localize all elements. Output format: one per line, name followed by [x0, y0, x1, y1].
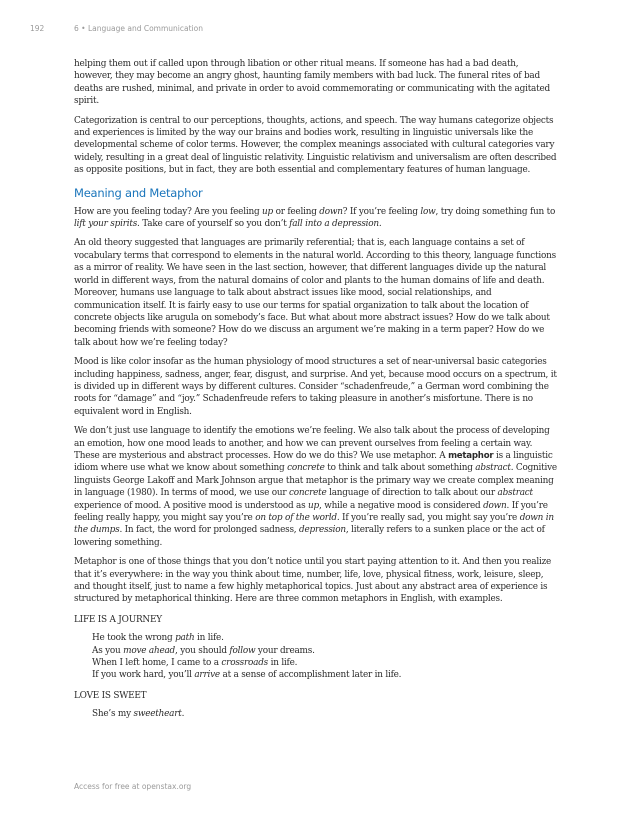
example-line: She’s my sweetheart. — [92, 709, 185, 720]
paragraph: Mood is like color insofar as the human physiology of mood structures a set of near-universal basic categories including happiness, sadness, anger, fear, disgust, and surprise. And yet, because mood occurs on a spectrum, it is divided up in different ways by different cultures. Consider “schadenfreude,” a German word combining the roots for “damage” and “joy.” Schadenfreude refers to taking pleasure in another’s misfortune. There is no equivalent word in English. — [74, 357, 557, 417]
example-line: As you move ahead, you should follow your dreams. — [92, 645, 315, 656]
example-line: He took the wrong path in life. — [92, 633, 224, 644]
section-heading: Meaning and Metaphor — [74, 185, 203, 200]
example-list — [92, 632, 558, 682]
paragraph: How are you feeling today? Are you feeling up or feeling down? If you’re feeling low, try doing something fun to lift your spirits. Take care of yourself so you don’t fall into a depression. — [74, 206, 556, 230]
chapter-title: 6 • Language and Communication — [74, 24, 203, 33]
paragraph: An old theory suggested that languages are primarily referential; that is, each language contains a set of vocabulary terms that correspond to elements in the natural world. According to this theory, language functions as a mirror of reality. We have seen in the last section, however, that different languages divide up the natural world in different ways, from the natural domains of color and plants to the human domains of life and death. Moreover, humans use language to talk about abstract issues like mood, social relationships, and communication itself. It is fairly easy to use our terms for spatial organization to talk about the location of concrete objects like arugula on somebody’s face. But what about more abstract issues? How do we talk about becoming friends with someone? How do we discuss an argument we’re making in a term paper? How do we talk about how we’re feeling today? — [74, 238, 556, 348]
paragraph: Metaphor is one of those things that you don’t notice until you start paying attention to it. And then you realize that it’s everywhere: in the way you think about time, number, life, love, physical fitness, work, leisure, sleep, and thought itself, just to name a few highly metaphorical topics. Just about any abstract area of experience is structured by metaphorical thinking. Here are three common metaphors in English, with examples. — [74, 557, 552, 605]
page-number: 192 — [30, 24, 45, 33]
paragraph: Categorization is central to our perceptions, thoughts, actions, and speech. The way humans categorize objects and experiences is limited by the way our brains and bodies work, resulting in linguistic universals like the developmental scheme of color terms. However, the complex meanings associated with cultural categories vary widely, resulting in a great deal of linguistic relativity. Linguistic relativism and universalism are often described as opposite positions, but in fact, they are both essential and complementary features of human language. — [74, 115, 557, 176]
example-line: When I left home, I came to a crossroads in life. — [92, 658, 298, 669]
example-list — [92, 708, 558, 720]
metaphor-title: LOVE IS SWEET — [74, 690, 147, 701]
body-text — [74, 58, 558, 721]
running-header — [30, 24, 203, 33]
key-term: metaphor — [448, 450, 494, 461]
footer-link[interactable]: Access for free at openstax.org — [74, 782, 192, 791]
paragraph: helping them out if called upon through libation or other ritual means. If someone has had a bad death, however, they may become an angry ghost, haunting family members with bad luck. The funeral rites of bad deaths are rushed, minimal, and private in order to avoid commemorating or communicating with the agitated spirit. — [74, 59, 550, 107]
paragraph: We don’t just use language to identify the emotions we’re feeling. We also talk about the process of developing an emotion, how one mood leads to another, and how we can prevent ourselves from feeling a certain way. These are mysterious and abstract processes. How do we do this? We use metaphor. A metaphor is a linguistic idiom where use what we know about something concrete to think and talk about something abstract. Cognitive linguists George Lakoff and Mark Johnson argue that metaphor is the primary way we create complex meaning in language (1980). In terms of mood, we use our concrete language of direction to talk about our abstract experience of mood. A positive mood is understood as up, while a negative mood is considered down. If you’re feeling really happy, you might say you’re on top of the world. If you’re really sad, you might say you’re down in the dumps. In fact, the word for prolonged sadness, depression, literally refers to a sunken place or the act of lowering something. — [74, 426, 557, 548]
example-line: If you work hard, you’ll arrive at a sense of accomplishment later in life. — [92, 670, 402, 681]
metaphor-title: LIFE IS A JOURNEY — [74, 614, 162, 625]
